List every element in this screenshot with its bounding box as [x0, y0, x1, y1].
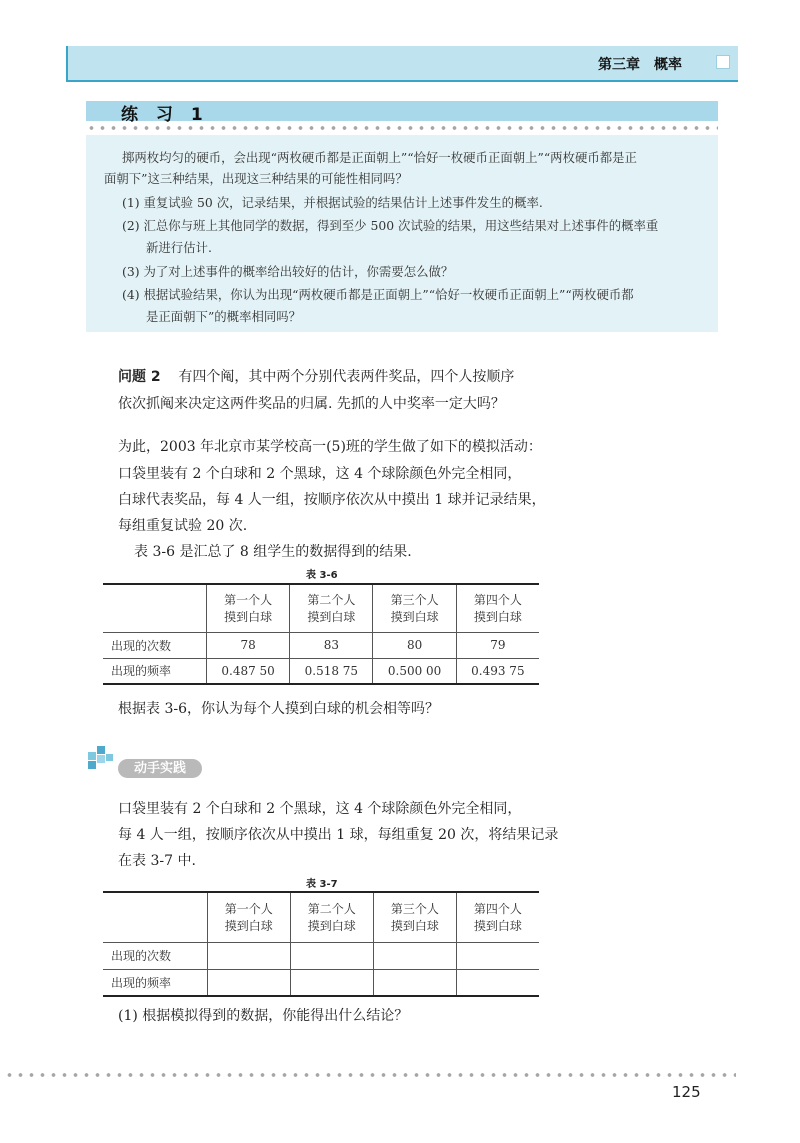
table-corner-cell [103, 892, 207, 942]
column-header: 第一个人 摸到白球 [206, 584, 289, 632]
hands-on-badge: 动手实践 [118, 759, 202, 778]
footer-dotted-divider [4, 1073, 736, 1077]
column-header: 第一个人 摸到白球 [207, 892, 290, 942]
question-table-3-6: 根据表 3-6，你认为每个人摸到白球的机会相等吗？ [118, 701, 439, 717]
empty-cell [456, 969, 539, 996]
row-label: 出现的次数 [103, 632, 206, 658]
table-cell: 0.518 75 [290, 658, 373, 684]
table-row [103, 969, 539, 996]
exercise-line: (1) 重复试验 50 次，记录结果，并根据试验的结果估计上述事件发生的概率. [122, 195, 543, 210]
table-cell: 0.487 50 [206, 658, 289, 684]
problem-text: 有四个阄，其中两个分别代表两件奖品，四个人按顺序 [178, 369, 515, 385]
table-cell: 0.500 00 [373, 658, 456, 684]
table-3-7 [103, 891, 539, 997]
table-corner-cell [103, 584, 206, 632]
empty-cell [373, 969, 456, 996]
table-cell: 80 [373, 632, 456, 658]
header-square-icon [716, 55, 730, 69]
table-row [103, 942, 539, 969]
question-table-3-7: (1) 根据模拟得到的数据，你能得出什么结论？ [118, 1008, 409, 1024]
exercise-line: 是正面朝下”的概率相同吗？ [146, 309, 302, 324]
exercise-line: (4) 根据试验结果，你认为出现“两枚硬币都是正面朝上”“恰好一枚硬币正面朝上”“两枚硬币都 [122, 287, 634, 302]
column-header: 第二个人 摸到白球 [290, 584, 373, 632]
empty-cell [207, 942, 290, 969]
paragraph-line: 为此，2003 年北京市某学校高一(5)班的学生做了如下的模拟活动： [118, 439, 542, 455]
problem-text-line2: 依次抓阄来决定这两件奖品的归属. 先抓的人中奖率一定大吗？ [118, 396, 505, 412]
problem-2 [118, 366, 514, 386]
exercise-line: (2) 汇总你与班上其他同学的数据，得到至少 500 次试验的结果，用这些结果对上述事件的概率重 [122, 218, 659, 233]
table-row [103, 632, 539, 658]
column-header: 第二个人 摸到白球 [290, 892, 373, 942]
empty-cell [290, 969, 373, 996]
table-cell: 83 [290, 632, 373, 658]
table-3-6 [103, 583, 539, 685]
empty-cell [373, 942, 456, 969]
exercise-line: 掷两枚均匀的硬币，会出现“两枚硬币都是正面朝上”“恰好一枚硬币正面朝上”“两枚硬币都是正 [122, 150, 637, 165]
problem-label: 问题 2 [118, 369, 161, 385]
exercise-line: 面朝下”这三种结果，出现这三种结果的可能性相同吗？ [104, 171, 408, 186]
column-header: 第三个人 摸到白球 [373, 584, 456, 632]
row-label: 出现的频率 [103, 658, 206, 684]
column-header: 第四个人 摸到白球 [456, 892, 539, 942]
paragraph-line: 每 4 人一组，按顺序依次从中摸出 1 球，每组重复 20 次，将结果记录 [118, 827, 559, 843]
paragraph-line: 在表 3-7 中. [118, 853, 196, 869]
empty-cell [207, 969, 290, 996]
column-header: 第四个人 摸到白球 [456, 584, 539, 632]
table-cell: 79 [456, 632, 539, 658]
dotted-divider [86, 126, 718, 130]
table-header-row [103, 892, 539, 942]
table-3-6-caption: 表 3-6 [306, 570, 338, 581]
table-header-row [103, 584, 539, 632]
exercise-line: 新进行估计. [146, 240, 212, 255]
chapter-subject: 概率 [654, 57, 682, 73]
empty-cell [290, 942, 373, 969]
row-label: 出现的次数 [103, 942, 207, 969]
exercise-line: (3) 为了对上述事件的概率给出较好的估计，你需要怎么做？ [122, 264, 454, 279]
paragraph-line: 白球代表奖品，每 4 人一组，按顺序依次从中摸出 1 球并记录结果， [118, 492, 546, 508]
paragraph-line: 口袋里装有 2 个白球和 2 个黑球，这 4 个球除颜色外完全相同， [118, 801, 522, 817]
empty-cell [456, 942, 539, 969]
table-row [103, 658, 539, 684]
table-cell: 78 [206, 632, 289, 658]
hands-on-cubes-icon [84, 742, 114, 772]
exercise-title: 练 习 1 [121, 105, 209, 125]
paragraph-line: 表 3-6 是汇总了 8 组学生的数据得到的结果. [134, 544, 412, 560]
table-cell: 0.493 75 [456, 658, 539, 684]
chapter-header [598, 54, 682, 74]
table-3-7-caption: 表 3-7 [306, 879, 338, 890]
row-label: 出现的频率 [103, 969, 207, 996]
chapter-label: 第三章 [598, 57, 640, 73]
column-header: 第三个人 摸到白球 [373, 892, 456, 942]
paragraph-line: 口袋里装有 2 个白球和 2 个黑球，这 4 个球除颜色外完全相同， [118, 466, 522, 482]
page-number: 125 [672, 1083, 701, 1101]
paragraph-line: 每组重复试验 20 次. [118, 518, 248, 534]
